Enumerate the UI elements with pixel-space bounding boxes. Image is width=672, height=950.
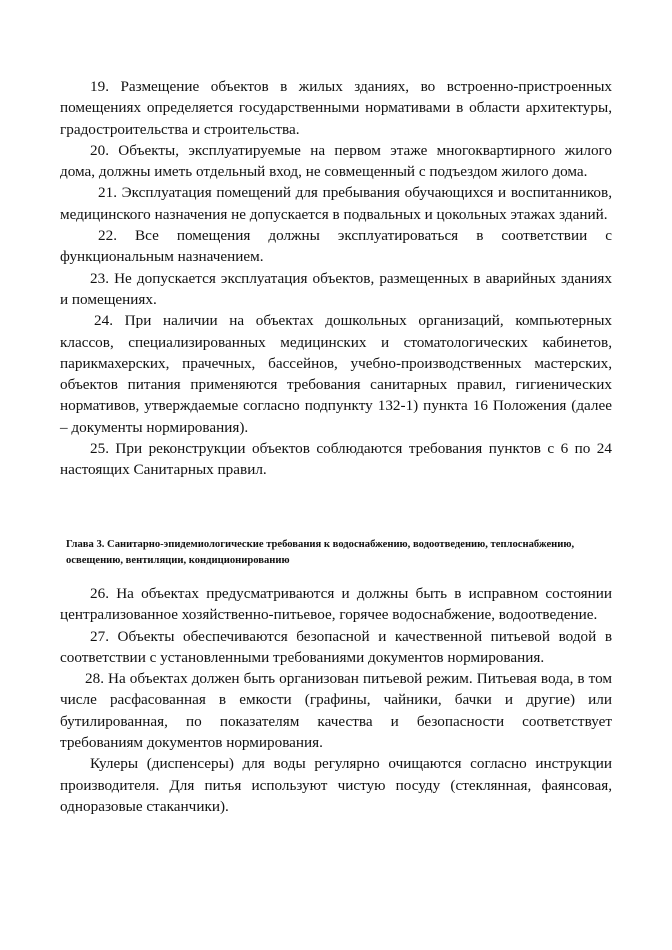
paragraph-28-continued: Кулеры (диспенсеры) для воды регулярно очищаются согласно инструкции производителя. Для питья используют чистую посуду (стеклянная, фаянсовая, одноразовые стаканчики). bbox=[60, 755, 612, 815]
paragraph-20: 20. Объекты, эксплуатируемые на первом этаже многоквартирного жилого дома, должны иметь отдельный вход, не совмещенный с подъездом жилого дома. bbox=[60, 141, 612, 181]
paragraph-22: 22. Все помещения должны эксплуатироваться в соответствии с функциональным назначением. bbox=[60, 227, 612, 266]
body-text-lower bbox=[60, 583, 612, 817]
paragraph-21: 21. Эксплуатация помещений для пребывания обучающихся и воспитанников, медицинского назначения не допускается в подвальных и цокольных этажах зданий. bbox=[60, 184, 612, 223]
paragraph-27: 27. Объекты обеспечиваются безопасной и качественной питьевой водой в соответствии с установленными требованиями документов нормирования. bbox=[60, 627, 612, 666]
chapter-heading: Глава 3. Санитарно-эпидемиологические требования к водоснабжению, водоотведению, теплоснабжению, освещению, вентиляции, кондиционированию bbox=[66, 539, 575, 566]
paragraph-24: 24. При наличии на объектах дошкольных организаций, компьютерных классов, специализированных медицинских и стоматологических кабинетов, парикмахерских, прачечных, бассейнов, учебно-производственных мастерских, объектов питания применяются требования санитарных правил, гигиенических нормативов, утверждаемые согласно подпункту 132-1) пункта 16 Положения (далее – документы нормирования). bbox=[60, 312, 612, 436]
body-text-upper bbox=[60, 76, 612, 481]
paragraph-23: 23. Не допускается эксплуатация объектов, размещенных в аварийных зданиях и помещениях. bbox=[60, 269, 612, 308]
paragraph-28: 28. На объектах должен быть организован питьевой режим. Питьевая вода, в том числе расфасованная в емкости (графины, чайники, бачки и другие) или бутилированная, по показателям качества и безопасности соответствует требованиям документов нормирования. bbox=[60, 670, 612, 752]
paragraph-25: 25. При реконструкции объектов соблюдаются требования пунктов с 6 по 24 настоящих Санитарных правил. bbox=[60, 440, 612, 479]
paragraph-19: 19. Размещение объектов в жилых зданиях, во встроенно-пристроенных помещениях определяется государственными нормативами в области архитектуры, градостроительства и строительства. bbox=[60, 78, 612, 138]
paragraph-26: 26. На объектах предусматриваются и должны быть в исправном состоянии централизованное хозяйственно-питьевое, горячее водоснабжение, водоотведение. bbox=[60, 585, 612, 624]
